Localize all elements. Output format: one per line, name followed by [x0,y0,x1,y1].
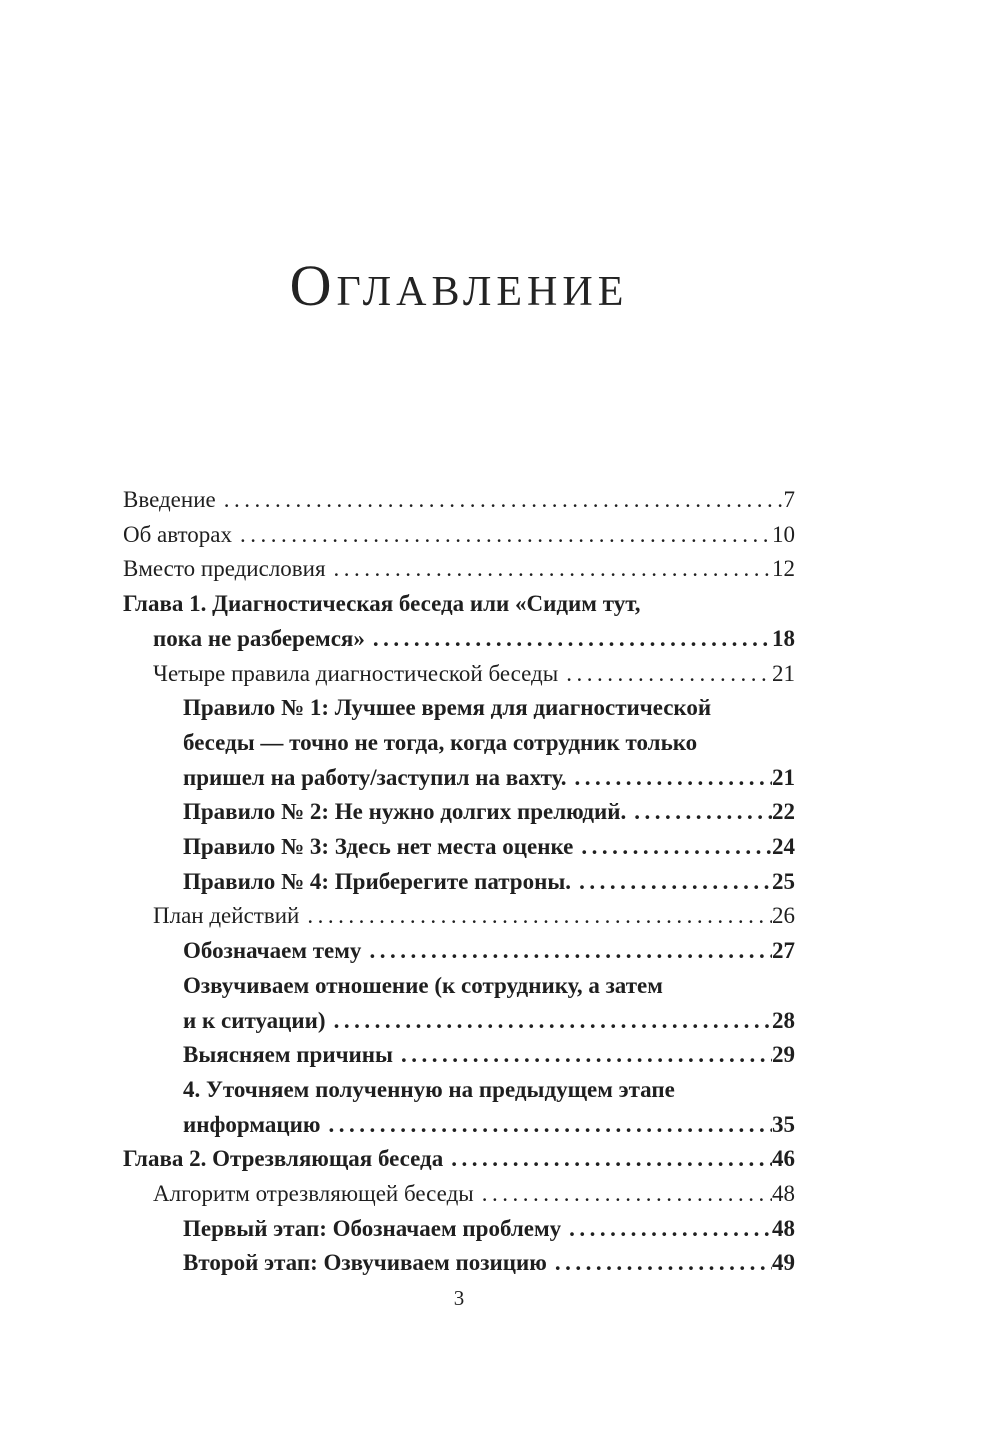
toc-entry-text: Обозначаем тему [183,938,362,964]
toc-entry-page: 22 [772,799,795,825]
toc-entry-page: 35 [772,1111,795,1137]
dot-leader [547,1246,772,1281]
toc-entry-text: Правило № 3: Здесь нет места оценке [183,834,574,860]
toc-line [123,622,795,657]
toc-entry-page: 29 [772,1042,795,1068]
dot-leader [626,795,772,830]
toc-entry-page: 24 [772,834,795,860]
dot-leader [561,1212,772,1247]
dot-leader [320,1108,772,1143]
toc-entry-page: 48 [772,1215,795,1241]
toc-line [123,552,795,587]
toc-entry-page: 27 [772,938,795,964]
toc-line [123,1177,795,1212]
toc-entry-text: и к ситуации) [183,1007,326,1033]
toc-entry-page: 26 [772,903,795,929]
toc-entry-page: 21 [772,764,795,790]
toc-line [123,587,795,622]
toc-entry-text: информацию [183,1111,321,1137]
page-title: ОГЛАВЛЕНИЕ [289,253,629,318]
toc-entry-text: беседы — точно не тогда, когда сотрудник только [183,729,698,755]
table-of-contents [123,483,795,1281]
toc-entry-text: Алгоритм отрезвляющей беседы [153,1181,474,1207]
toc-line [123,726,795,761]
toc-entry-page: 28 [772,1007,795,1033]
toc-entry-text: Четыре правила диагностической беседы [153,660,559,686]
toc-entry-page: 49 [772,1250,795,1276]
dot-leader [299,899,772,934]
dot-leader [571,865,772,900]
toc-entry-text: Правило № 1: Лучшее время для диагностической [183,695,712,721]
toc-line [123,1004,795,1039]
toc-line [123,657,795,692]
toc-entry-text: Глава 1. Диагностическая беседа или «Сидим тут, [123,591,641,617]
page-number: 3 [453,1286,465,1310]
toc-line [123,1073,795,1108]
dot-leader [216,483,784,518]
toc-entry-page: 25 [772,868,795,894]
toc-entry-text: пока не разберемся» [153,625,365,651]
toc-line [123,761,795,796]
toc-line [123,483,795,518]
dot-leader [558,657,772,692]
toc-entry-text: Второй этап: Озвучиваем позицию [183,1250,547,1276]
dot-leader [567,761,772,796]
toc-line [123,1212,795,1247]
toc-entry-text: Первый этап: Обозначаем проблему [183,1215,562,1241]
dot-leader [393,1038,772,1073]
toc-entry-page: 7 [783,487,795,512]
toc-entry-page: 18 [772,625,795,651]
toc-entry-text: Правило № 2: Не нужно долгих прелюдий. [183,799,627,825]
dot-leader [232,518,772,553]
toc-entry-page: 21 [772,660,795,686]
toc-entry-page: 48 [772,1181,795,1207]
toc-line [123,691,795,726]
toc-entry-text: Озвучиваем отношение (к сотруднику, а затем [183,972,663,998]
dot-leader [365,622,772,657]
toc-line [123,1038,795,1073]
dot-leader [361,934,772,969]
toc-entry-text: 4. Уточняем полученную на предыдущем этапе [183,1076,675,1102]
toc-line [123,1246,795,1281]
dot-leader [443,1142,772,1177]
dot-leader [474,1177,772,1212]
toc-line [123,865,795,900]
toc-line [123,518,795,553]
toc-entry-text: Об авторах [123,521,233,547]
toc-entry-text: Вместо предисловия [123,556,326,582]
toc-line [123,795,795,830]
toc-line [123,899,795,934]
toc-entry-text: пришел на работу/заступил на вахту. [183,764,567,790]
toc-line [123,830,795,865]
toc-entry-page: 46 [772,1146,795,1172]
toc-line [123,969,795,1004]
toc-entry-text: Введение [123,487,216,512]
toc-entry-text: Выясняем причины [183,1042,393,1068]
toc-entry-text: Глава 2. Отрезвляющая беседа [123,1146,444,1172]
toc-entry-page: 12 [772,556,795,582]
toc-entry-page: 10 [772,521,795,547]
dot-leader [326,1004,772,1039]
toc-line [123,934,795,969]
toc-entry-text: Правило № 4: Приберегите патроны. [183,868,572,894]
dot-leader [573,830,772,865]
toc-line [123,1142,795,1177]
dot-leader [326,552,772,587]
toc-entry-text: План действий [153,903,300,929]
toc-line [123,1108,795,1143]
